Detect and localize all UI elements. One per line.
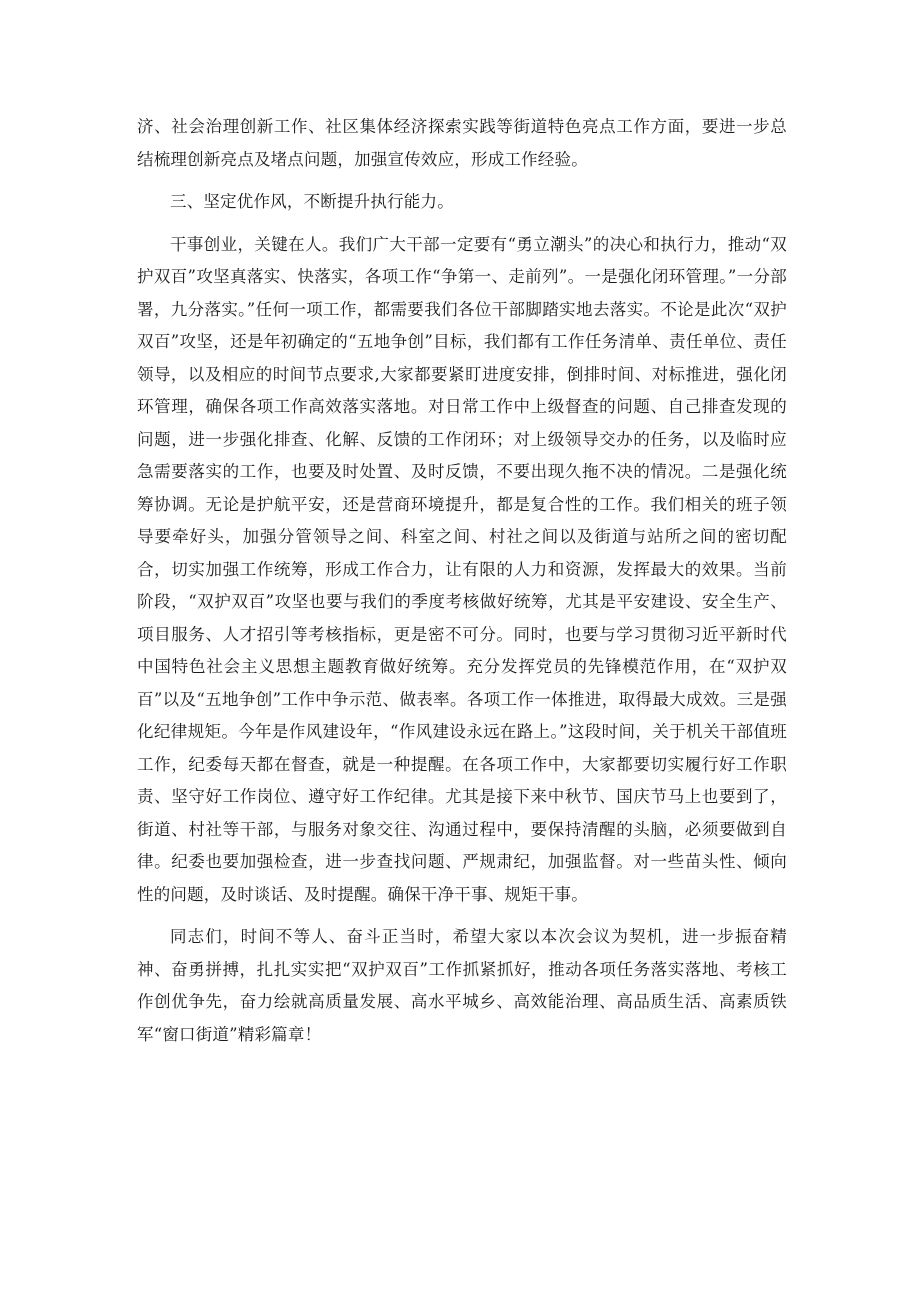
paragraph-closing: 同志们，时间不等人、奋斗正当时，希望大家以本次会议为契机，进一步振奋精神、奋勇拼搏，扎扎实实把“双护双百”工作抓紧抓好，推动各项任务落实落地、考核工作创优争先，奋力绘就高质量发展、高水平城乡、高效能治理、高品质生活、高素质铁军“窗口街道”精彩篇章！ (137, 927, 787, 1044)
paragraph-continuation: 济、社会治理创新工作、社区集体经济探索实践等街道特色亮点工作方面，要进一步总结梳理创新亮点及堵点问题，加强宣传效应，形成工作经验。 (137, 117, 787, 169)
document-page (137, 111, 787, 1051)
paragraph-body: 干事创业，关键在人。我们广大干部一定要有“勇立潮头”的决心和执行力，推动“双护双百”攻坚真落实、快落实，各项工作“争第一、走前列”。一是强化闭环管理。”一分部署，九分落实。”任何一项工作，都需要我们各位干部脚踏实地去落实。不论是此次“双护双百”攻坚，还是年初确定的“五地争创”目标，我们都有工作任务清单、责任单位、责任领导，以及相应的时间节点要求,大家都要紧盯进度安排，倒排时间、对标推进，强化闭环管理，确保各项工作高效落实落地。对日常工作中上级督查的问题、自己排查发现的问题，进一步强化排查、化解、反馈的工作闭环；对上级领导交办的任务，以及临时应急需要落实的工作，也要及时处置、及时反馈，不要出现久拖不决的情况。二是强化统筹协调。无论是护航平安，还是营商环境提升，都是复合性的工作。我们相关的班子领导要牵好头，加强分管领导之间、科室之间、村社之间以及街道与站所之间的密切配合，切实加强工作统筹，形成工作合力，让有限的人力和资源，发挥最大的效果。当前阶段，“双护双百”攻坚也要与我们的季度考核做好统筹，尤其是平安建设、安全生产、项目服务、人才招引等考核指标，更是密不可分。同时，也要与学习贯彻习近平新时代中国特色社会主义思想主题教育做好统筹。充分发挥党员的先锋模范作用，在“双护双百”以及“五地争创”工作中争示范、做表率。各项工作一体推进，取得最大成效。三是强化纪律规矩。今年是作风建设年，“作风建设永远在路上。”这段时间，关于机关干部值班工作，纪委每天都在督查，就是一种提醒。在各项工作中，大家都要切实履行好工作职责、坚守好工作岗位、遵守好工作纪律。尤其是接下来中秋节、国庆节马上也要到了，街道、村社等干部，与服务对象交往、沟通过程中，要保持清醒的头脑，必须要做到自律。纪委也要加强检查，进一步查找问题、严规肃纪，加强监督。对一些苗头性、倾向性的问题，及时谈话、及时提醒。确保干净干事、规矩干事。 (137, 234, 787, 904)
section-heading-three: 三、坚定优作风，不断提升执行能力。 (170, 192, 454, 211)
